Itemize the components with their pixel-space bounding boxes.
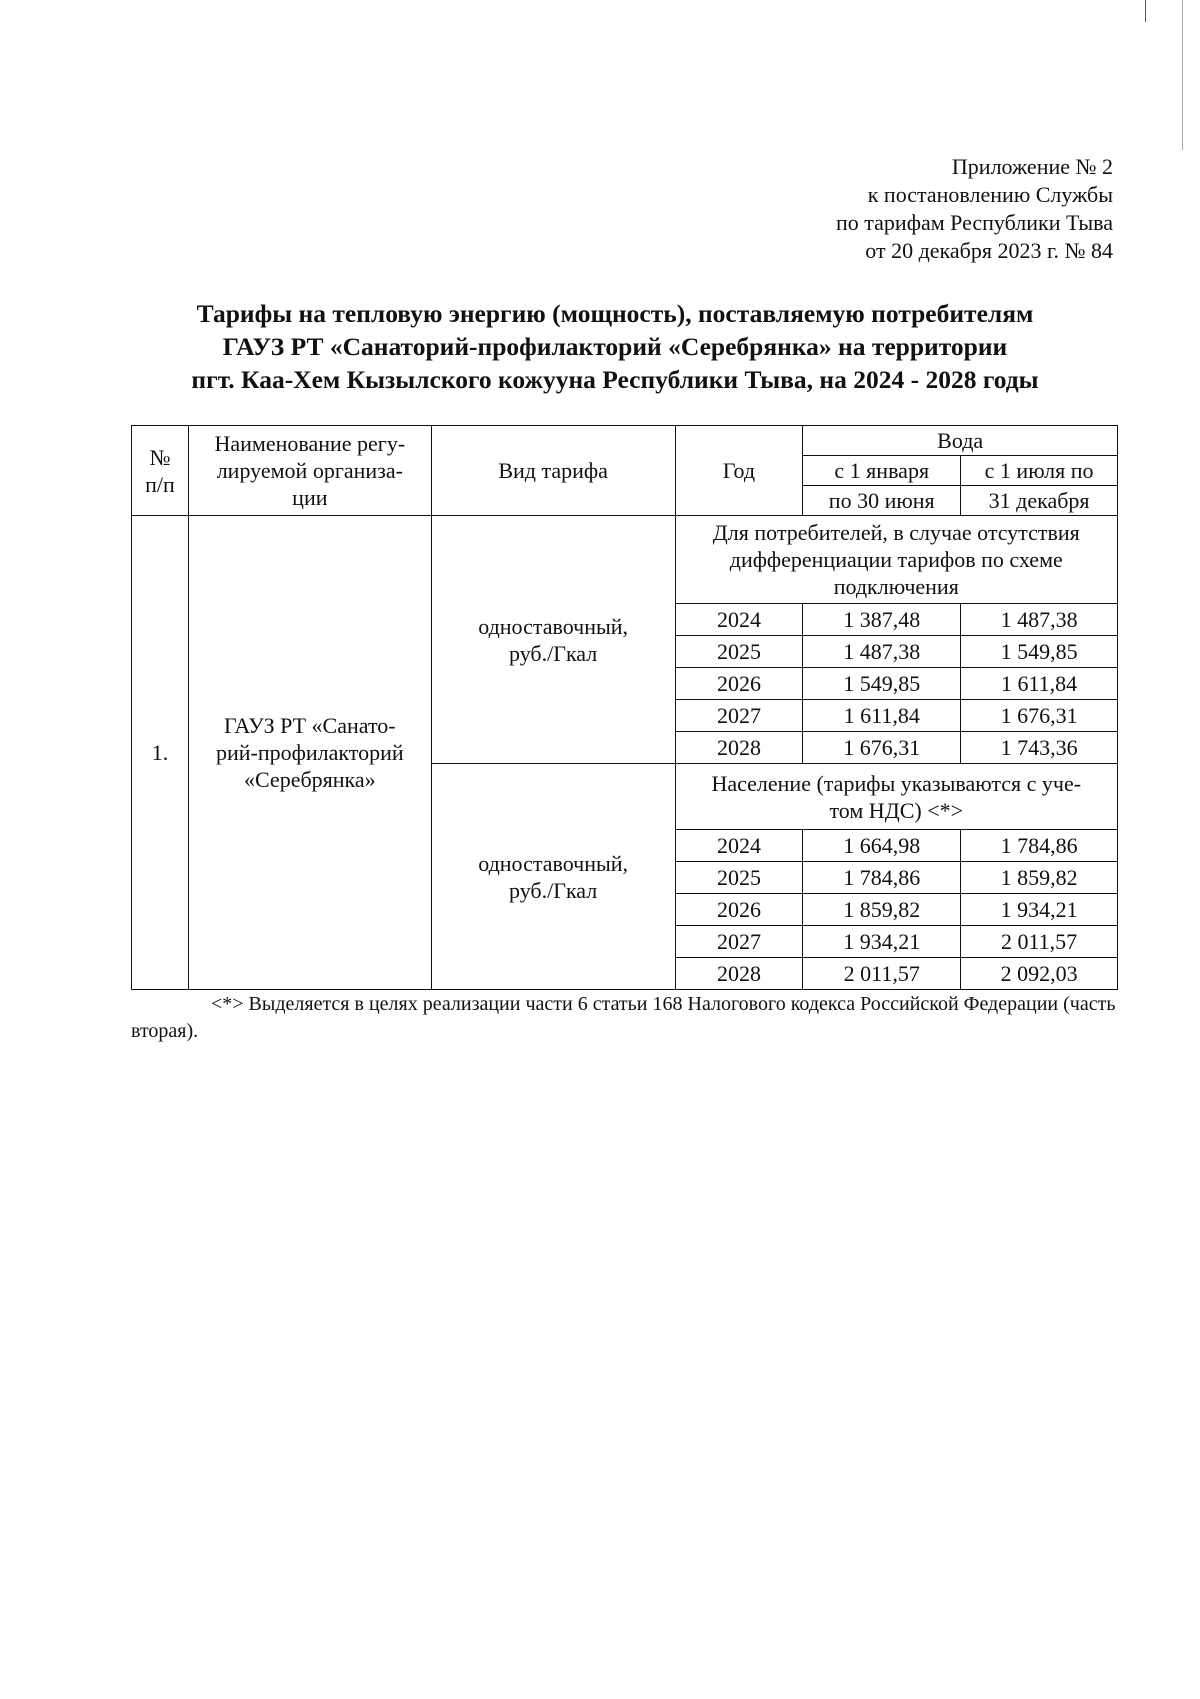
tariff-value-h2: 1 859,82 [961, 862, 1118, 894]
organization-line: ГАУЗ РТ «Санато- [224, 713, 396, 738]
tariff-value-h1: 1 664,98 [803, 830, 961, 862]
tariff-value-h2: 1 676,31 [961, 700, 1118, 732]
header-number-symbol: № [149, 444, 171, 470]
header-period-2-end: 31 декабря [961, 486, 1118, 516]
header-tariff-type: Вид тарифа [431, 426, 675, 516]
year-cell: 2028 [675, 958, 803, 990]
tariff-value-h1: 1 676,31 [803, 732, 961, 764]
tariff-value-h2: 1 743,36 [961, 732, 1118, 764]
group-heading-row [132, 516, 1118, 604]
organization-line: «Серебрянка» [243, 767, 376, 792]
year-cell: 2027 [675, 926, 803, 958]
approval-line: к постановлению Службы [867, 182, 1113, 207]
tariff-value-h2: 2 092,03 [961, 958, 1118, 990]
organization-line: рий-профилакторий [215, 740, 404, 765]
tariff-value-h2: 1 549,85 [961, 636, 1118, 668]
year-cell: 2027 [675, 700, 803, 732]
title-line: пгт. Каа-Хем Кызылского кожууна Республики Тыва, на 2024 - 2028 годы [191, 365, 1039, 394]
tariff-value-h1: 1 387,48 [803, 604, 961, 636]
group-heading [675, 764, 1117, 830]
year-cell: 2024 [675, 830, 803, 862]
tariff-value-h1: 1 784,86 [803, 862, 961, 894]
tariff-type-line: руб./Гкал [509, 640, 598, 666]
year-cell: 2026 [675, 668, 803, 700]
header-period-1: с 1 января [803, 456, 961, 486]
tariff-value-h2: 2 011,57 [961, 926, 1118, 958]
scan-edge-mark-right [1182, 0, 1183, 150]
year-cell: 2025 [675, 862, 803, 894]
tariff-value-h1: 1 934,21 [803, 926, 961, 958]
tariff-value-h2: 1 487,38 [961, 604, 1118, 636]
header-period-1-end: по 30 июня [803, 486, 961, 516]
header-organization [188, 426, 431, 516]
tariff-value-h1: 1 859,82 [803, 894, 961, 926]
table-header-row [132, 426, 1118, 456]
document-title [100, 297, 1130, 396]
approval-line: Приложение № 2 [951, 154, 1113, 179]
header-text-line: лируемой организа- [216, 458, 403, 483]
header-text-line: Наименование регу- [214, 431, 406, 456]
header-number-abbr: п/п [145, 471, 175, 497]
tariff-type-line: руб./Гкал [509, 877, 598, 903]
year-cell: 2024 [675, 604, 803, 636]
title-line: ГАУЗ РТ «Санаторий-профилакторий «Серебрянка» на территории [222, 332, 1008, 361]
header-number [132, 426, 189, 516]
year-cell: 2026 [675, 894, 803, 926]
tariff-table [131, 425, 1118, 990]
tariff-value-h1: 1 611,84 [803, 700, 961, 732]
footnote: <*> Выделяется в целях реализации части 6 статьи 168 Налогового кодекса Российской Федерации (часть вторая). [131, 993, 1116, 1042]
header-year: Год [675, 426, 803, 516]
group-heading-line: Население (тарифы указываются с уче- [711, 770, 1082, 796]
header-water: Вода [803, 426, 1118, 456]
approval-block [836, 153, 1113, 265]
title-line: Тарифы на тепловую энергию (мощность), поставляемую потребителям [196, 299, 1034, 328]
header-text-line: ции [292, 485, 328, 510]
tariff-type-cell [431, 764, 675, 990]
group-heading-line: Для потребителей, в случае отсутствия [712, 520, 1080, 545]
tariff-value-h2: 1 934,21 [961, 894, 1118, 926]
row-number: 1. [132, 516, 189, 990]
year-cell: 2025 [675, 636, 803, 668]
header-period-2: с 1 июля по [961, 456, 1118, 486]
organization-name [188, 516, 431, 990]
group-heading [675, 516, 1117, 604]
tariff-value-h2: 1 611,84 [961, 668, 1118, 700]
tariff-type-line: одноставочный, [478, 613, 629, 639]
tariff-type-cell [431, 516, 675, 764]
tariff-value-h2: 1 784,86 [961, 830, 1118, 862]
scan-edge-mark-top [1145, 0, 1146, 22]
group-heading-line: том НДС) <*> [829, 797, 964, 823]
approval-line: от 20 декабря 2023 г. № 84 [865, 238, 1113, 263]
tariff-value-h1: 1 549,85 [803, 668, 961, 700]
approval-line: по тарифам Республики Тыва [836, 210, 1113, 235]
tariff-value-h1: 2 011,57 [803, 958, 961, 990]
group-heading-line: подключения [833, 574, 959, 599]
year-cell: 2028 [675, 732, 803, 764]
tariff-value-h1: 1 487,38 [803, 636, 961, 668]
group-heading-line: дифференциации тарифов по схеме [729, 547, 1063, 572]
tariff-type-line: одноставочный, [478, 850, 629, 876]
